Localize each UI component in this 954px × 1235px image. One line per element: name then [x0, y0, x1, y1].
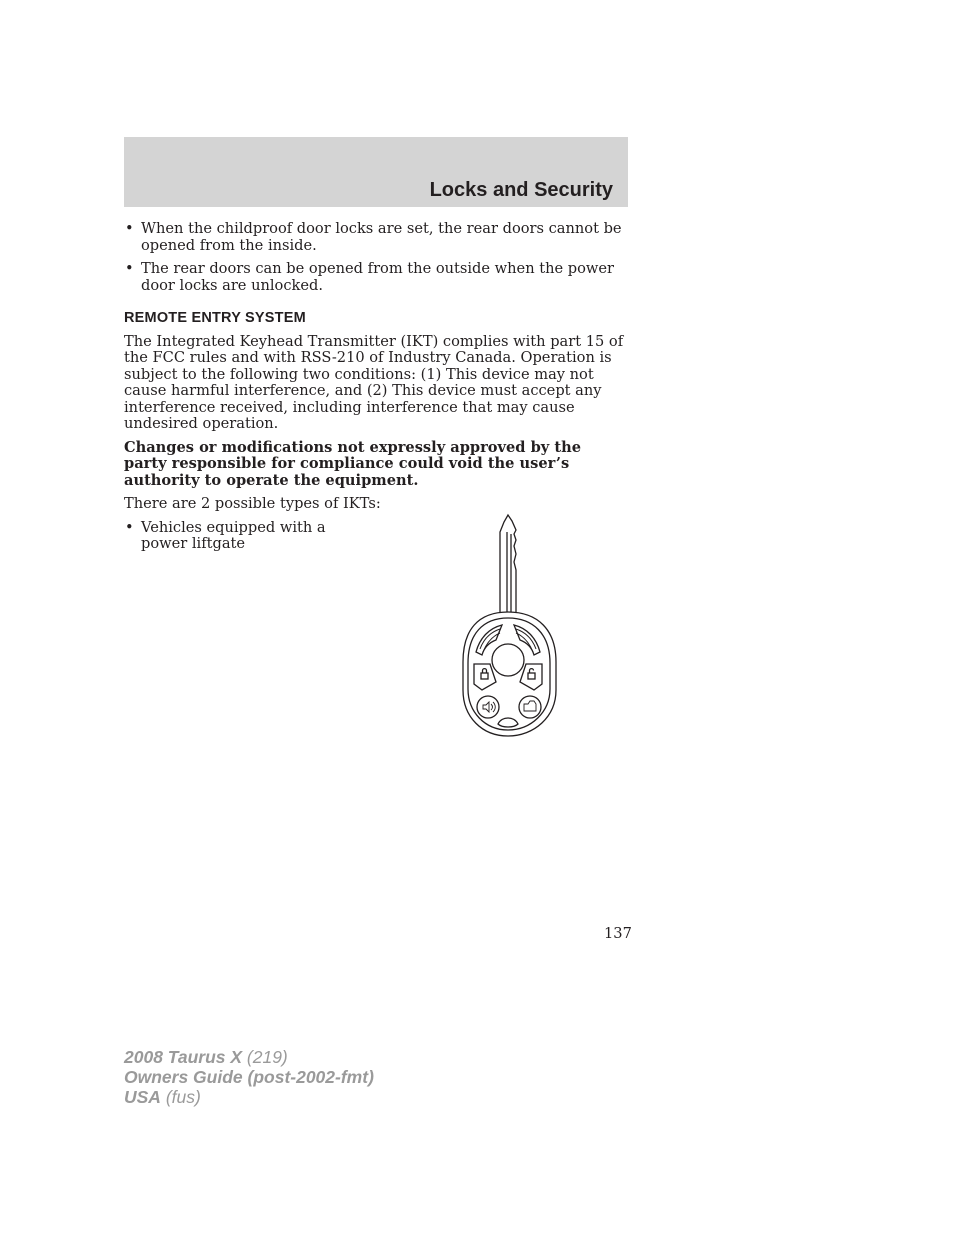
key-blade: [500, 515, 516, 620]
bullet-icon: •: [125, 260, 134, 277]
bullet-icon: •: [125, 220, 134, 237]
fcc-paragraph: The Integrated Keyhead Transmitter (IKT) complies with part 15 of the FCC rules and with RSS-210 of Industry Canada. Operation is subject to the following two conditions: (1) This device may not cause harmful interference, and (2) This device must accept any interference received, including interference that may cause undesired operation.: [124, 332, 624, 432]
footer-line-3: [124, 1087, 374, 1107]
keyhead-transmitter-illustration: [460, 512, 560, 742]
lock-icon: [481, 673, 488, 679]
page-number: 137: [604, 925, 632, 942]
footer-guide: Owners Guide (post-2002-fmt): [124, 1067, 374, 1087]
footer-line-2: [124, 1067, 374, 1087]
footer-market-code: (fus): [165, 1087, 201, 1107]
list-item: [124, 520, 369, 553]
footer-model-code: (219): [246, 1047, 288, 1067]
bullet-text: Vehicles equipped with a power liftgate: [141, 518, 326, 552]
ikt-types-intro: There are 2 possible types of IKTs:: [124, 495, 381, 512]
fob-center-button: [492, 644, 524, 676]
bullet-text: The rear doors can be opened from the outside when the power door locks are unlocked.: [141, 260, 615, 294]
document-footer: [124, 1047, 374, 1107]
ikt-types-list: [124, 520, 369, 553]
remote-entry-heading: REMOTE ENTRY SYSTEM: [124, 310, 306, 326]
page-content: [124, 221, 624, 560]
section-title: Locks and Security: [429, 179, 613, 201]
footer-model: 2008 Taurus X: [124, 1047, 243, 1067]
bullet-text: When the childproof door locks are set, the rear doors cannot be opened from the inside.: [141, 220, 622, 254]
bullet-icon: •: [125, 518, 134, 536]
list-item: [124, 261, 624, 294]
footer-market: USA: [124, 1087, 161, 1107]
section-header-bar: [124, 137, 628, 207]
list-item: [124, 221, 624, 254]
footer-line-1: [124, 1047, 374, 1067]
childproof-bullet-list: [124, 221, 624, 294]
warning-paragraph: Changes or modifications not expressly approved by the party responsible for compliance could void the user’s authority to operate the equipment.: [124, 438, 581, 489]
unlock-icon: [528, 673, 535, 679]
